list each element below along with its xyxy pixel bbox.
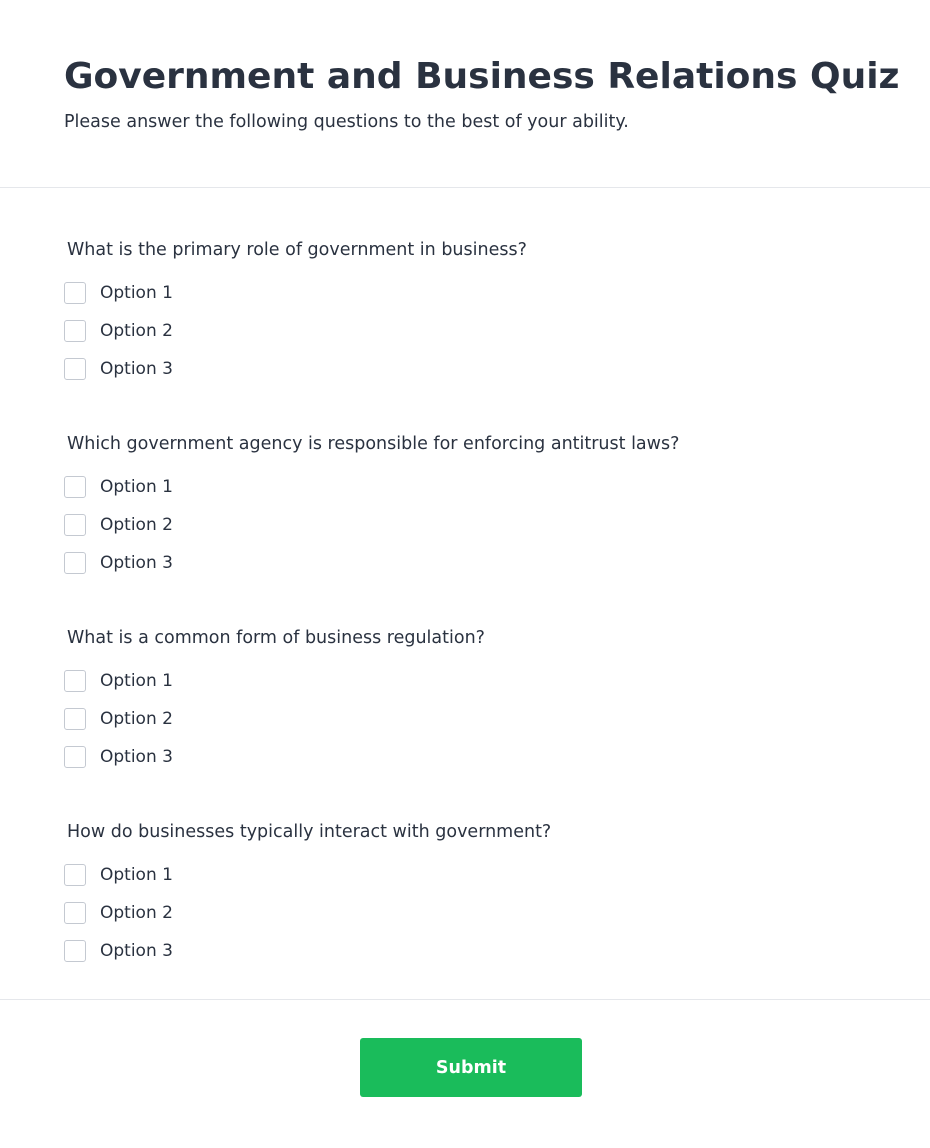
quiz-footer: [0, 1000, 930, 1147]
checkbox[interactable]: [64, 282, 86, 304]
option-item[interactable]: [64, 707, 930, 731]
option-item[interactable]: [64, 669, 930, 693]
page-title: Government and Business Relations Quiz: [64, 56, 900, 97]
question-text: Which government agency is responsible for enforcing antitrust laws?: [67, 434, 680, 454]
option-label: Option 3: [100, 747, 173, 767]
option-item[interactable]: [64, 745, 930, 769]
option-label: Option 1: [100, 477, 173, 497]
checkbox[interactable]: [64, 320, 86, 342]
option-item[interactable]: [64, 281, 930, 305]
option-label: Option 1: [100, 865, 173, 885]
option-item[interactable]: [64, 863, 930, 887]
page-subtitle: Please answer the following questions to the best of your ability.: [64, 112, 629, 132]
question-3: [64, 626, 930, 820]
option-item[interactable]: [64, 939, 930, 963]
option-label: Option 1: [100, 671, 173, 691]
checkbox[interactable]: [64, 864, 86, 886]
checkbox[interactable]: [64, 670, 86, 692]
option-label: Option 1: [100, 283, 173, 303]
option-label: Option 2: [100, 515, 173, 535]
question-text: How do businesses typically interact with government?: [67, 822, 552, 842]
question-4: [64, 820, 930, 1014]
option-label: Option 2: [100, 321, 173, 341]
checkbox[interactable]: [64, 552, 86, 574]
submit-button[interactable]: Submit: [360, 1038, 582, 1097]
option-item[interactable]: [64, 901, 930, 925]
checkbox[interactable]: [64, 358, 86, 380]
option-label: Option 3: [100, 553, 173, 573]
checkbox[interactable]: [64, 902, 86, 924]
option-label: Option 3: [100, 359, 173, 379]
option-list: [64, 669, 930, 769]
option-item[interactable]: [64, 513, 930, 537]
question-1: [64, 238, 930, 432]
question-text: What is the primary role of government in business?: [67, 240, 527, 260]
option-item[interactable]: [64, 357, 930, 381]
option-item[interactable]: [64, 319, 930, 343]
question-2: [64, 432, 930, 626]
option-list: [64, 475, 930, 575]
option-list: [64, 281, 930, 381]
question-text: What is a common form of business regulation?: [67, 628, 485, 648]
option-label: Option 3: [100, 941, 173, 961]
quiz-header: [0, 0, 930, 188]
option-list: [64, 863, 930, 963]
checkbox[interactable]: [64, 940, 86, 962]
checkbox[interactable]: [64, 514, 86, 536]
option-label: Option 2: [100, 903, 173, 923]
option-item[interactable]: [64, 475, 930, 499]
option-item[interactable]: [64, 551, 930, 575]
checkbox[interactable]: [64, 476, 86, 498]
option-label: Option 2: [100, 709, 173, 729]
checkbox[interactable]: [64, 746, 86, 768]
question-list: [0, 188, 930, 1000]
checkbox[interactable]: [64, 708, 86, 730]
